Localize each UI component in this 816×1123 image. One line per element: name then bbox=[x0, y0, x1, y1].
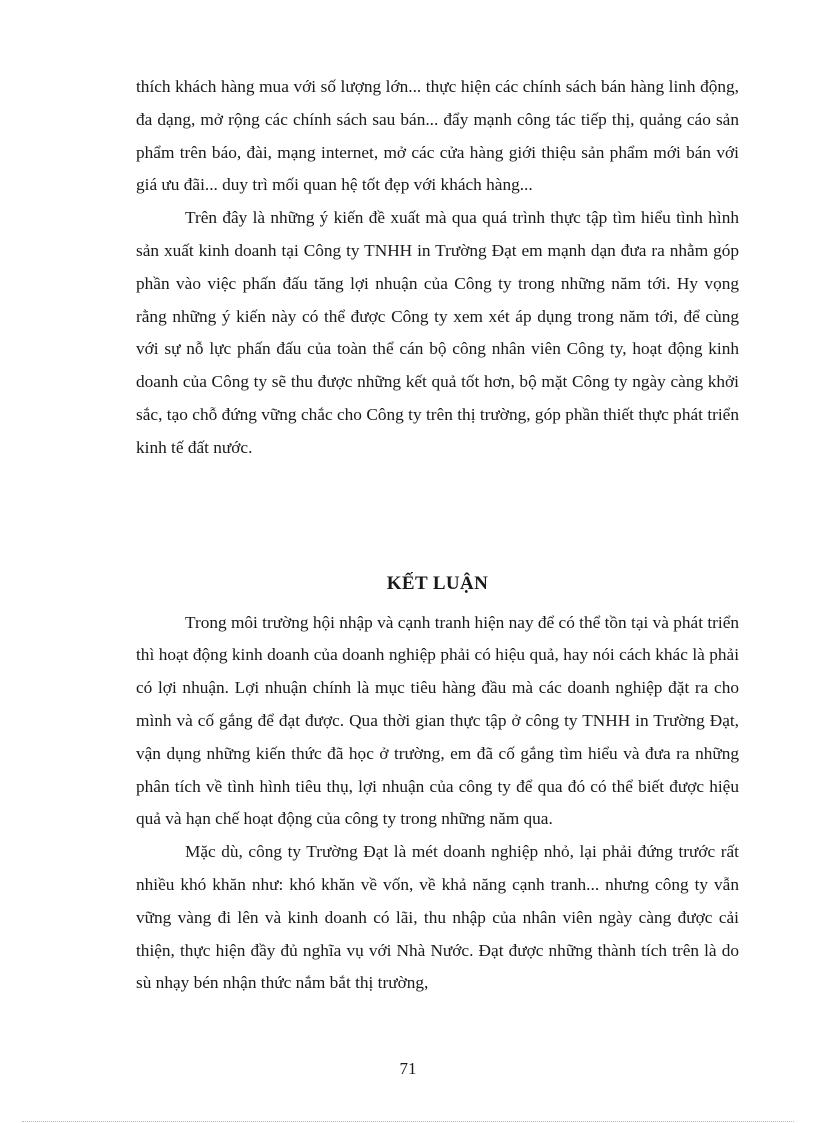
bottom-divider bbox=[22, 1121, 794, 1122]
paragraph-proposals-summary: Trên đây là những ý kiến đề xuất mà qua quá trình thực tập tìm hiểu tình hình sản xuất kinh doanh tại Công ty TNHH in Trường Đạt em mạnh dạn đưa ra nhằm góp phần vào việc phấn đấu tăng lợi nhuận của Công ty trong những năm tới. Hy vọng rằng những ý kiến này có thể được Công ty xem xét áp dụng trong năm tới, để cùng với sự nỗ lực phấn đấu của toàn thể cán bộ công nhân viên Công ty, hoạt động kinh doanh của Công ty sẽ thu được những kết quả tốt hơn, bộ mặt Công ty ngày càng khởi sắc, tạo chỗ đứng vững chắc cho Công ty trên thị trường, góp phần thiết thực phát triển kinh tế đất nước. bbox=[136, 208, 739, 457]
section-heading-conclusion: KẾT LUẬN bbox=[386, 572, 489, 594]
paragraph-continued: thích khách hàng mua với số lượng lớn... thực hiện các chính sách bán hàng linh động, đa dạng, mở rộng các chính sách sau bán... đẩy mạnh công tác tiếp thị, quảng cáo sản phẩm trên báo, đài, mạng internet, mở các cửa hàng giới thiệu sản phẩm mới bán với giá ưu đãi... duy trì mối quan hệ tốt đẹp với khách hàng... bbox=[136, 77, 739, 195]
paragraph-conclusion-intro: Trong môi trường hội nhập và cạnh tranh hiện nay để có thể tồn tại và phát triển thì hoạt động kinh doanh của doanh nghiệp phải có hiệu quả, hay nói cách khác là phải có lợi nhuận. Lợi nhuận chính là mục tiêu hàng đầu mà các doanh nghiệp đặt ra cho mình và cố gắng để đạt được. Qua thời gian thực tập ở công ty TNHH in Trường Đạt, vận dụng những kiến thức đã học ở trường, em đã cố gắng tìm hiểu và đưa ra những phân tích về tình hình tiêu thụ, lợi nhuận của công ty để qua đó có thể biết được hiệu quả và hạn chế hoạt động của công ty trong những năm qua. bbox=[136, 612, 739, 829]
page-body bbox=[136, 71, 739, 1000]
paragraph-conclusion-company: Mặc dù, công ty Trường Đạt là mét doanh nghiệp nhỏ, lại phải đứng trước rất nhiều khó khăn như: khó khăn về vốn, về khả năng cạnh tranh... nhưng công ty vẫn vững vàng đi lên và kinh doanh có lãi, thu nhập của nhân viên ngày càng được cải thiện, thực hiện đầy đủ nghĩa vụ với Nhà Nước. Đạt được những thành tích trên là do sù nhạy bén nhận thức nắm bắt thị trường, bbox=[136, 842, 739, 993]
page-number: 71 bbox=[399, 1059, 417, 1078]
